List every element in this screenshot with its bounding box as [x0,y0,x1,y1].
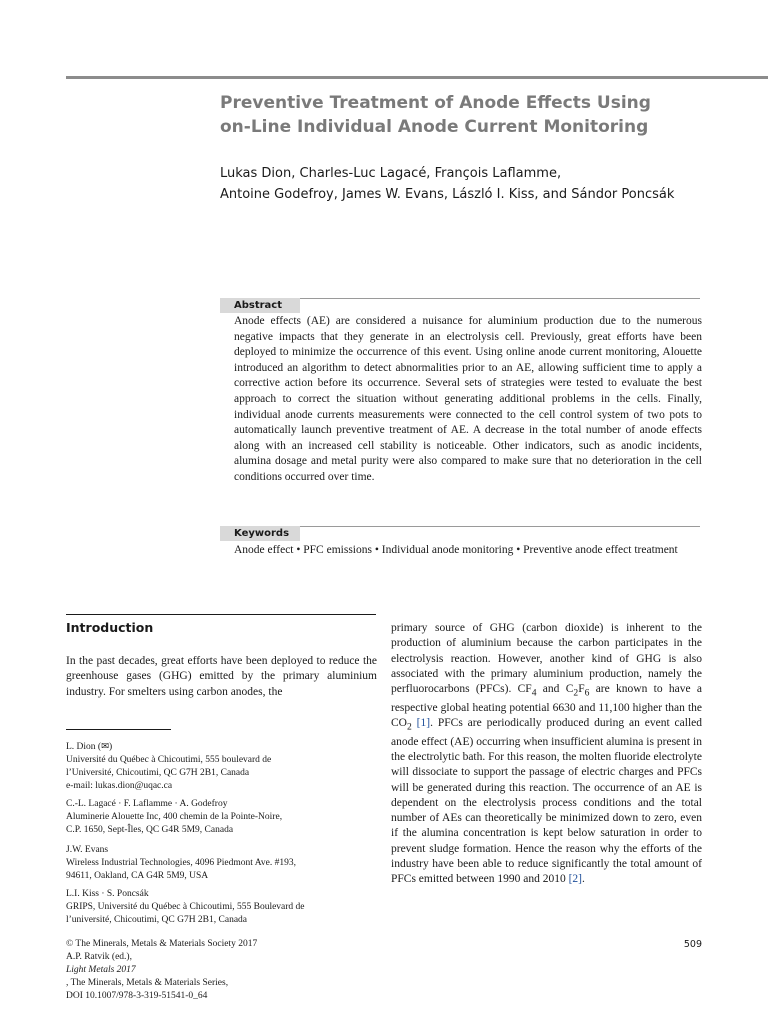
paper-title [220,91,740,139]
intro-text-segment: are known to have a respective global heating potential 6630 and 11,100 higher than the CO [391,683,703,730]
intro-text-segment: F [578,683,585,696]
affiliation-line: C.P. 1650, Sept-Îles, QC G4R 5M9, Canada [66,825,234,835]
page-footer [66,938,526,1003]
affiliation-line: Université du Québec à Chicoutimi, 555 boulevard de [66,755,272,765]
header-rule [66,76,768,79]
affiliation-line: l’université, Chicoutimi, QC G7H 2B1, Canada [66,915,248,925]
affiliation-block [66,888,366,927]
affiliation-block [66,741,366,793]
subscript: 6 [584,687,590,699]
affiliation-line: Wireless Industrial Technologies, 4096 Piedmont Ave. #193, [66,858,296,868]
affiliation-name: C.-L. Lagacé · F. Laflamme · A. Godefroy [66,799,228,809]
copyright-line: © The Minerals, Metals & Materials Society 2017 [66,939,258,949]
intro-text-segment: and C [536,683,574,696]
affiliation-line: Aluminerie Alouette Inc, 400 chemin de la Pointe-Noire, [66,812,283,822]
paper-title-line: Preventive Treatment of Anode Effects Using [220,93,651,113]
subscript: 2 [406,721,412,733]
introduction-rule [66,614,376,615]
author-line: Antoine Godefroy, James W. Evans, László I. Kiss, and Sándor Poncsák [220,187,675,202]
affiliation-line: 94611, Oakland, CA G4R 5M9, USA [66,871,209,881]
subscript: 2 [573,687,579,699]
citation-series: , The Minerals, Metals & Materials Series, [66,978,229,988]
affiliation-name: L. Dion (✉) [66,742,113,752]
author-list [220,163,740,205]
affiliation-name: J.W. Evans [66,845,109,855]
subscript: 4 [531,687,537,699]
keywords-text: Anode effect • PFC emissions • Individual anode monitoring • Preventive anode effect treatment [234,544,678,556]
doi-line: DOI 10.1007/978-3-319-51541-0_64 [66,991,208,1001]
citation-editor: A.P. Ratvik (ed.), [66,952,132,962]
book-title: Light Metals 2017 [66,965,136,975]
affiliation-line: GRIPS, Université du Québec à Chicoutimi, 555 Boulevard de [66,902,305,912]
citation-link-2[interactable]: [2] [568,873,583,886]
page-number: 509 [683,939,702,950]
footnote-rule [66,729,171,730]
author-line: Lukas Dion, Charles-Luc Lagacé, François Laflamme, [220,166,562,181]
affiliation-name: L.I. Kiss · S. Poncsák [66,889,149,899]
introduction-left-text: In the past decades, great efforts have been deployed to reduce the greenhouse gases (GHG) emitted by the primary aluminium industry. For smelters using carbon anodes, the [66,655,377,698]
paper-title-line: on-Line Individual Anode Current Monitoring [220,117,649,137]
intro-text-segment: . [582,873,585,886]
affiliation-email: e-mail: lukas.dion@uqac.ca [66,781,173,791]
affiliation-block [66,798,366,837]
introduction-heading: Introduction [66,620,154,635]
citation-line [66,951,526,990]
citation-link-1[interactable]: [1] [416,717,431,730]
abstract-label: Abstract [220,298,300,313]
keywords-label: Keywords [220,526,300,541]
intro-text-segment: primary source of GHG (carbon dioxide) is inherent to the production of aluminium because the carbon participates in the electrolysis reaction. However, another kind of GHG is also associated with the primary aluminium production, namely the perfluorocarbons (PFCs). CF [391,622,702,696]
introduction-right-text [391,621,702,888]
intro-text-segment: . PFCs are periodically produced during an event called anode effect (AE) occurring when insufficient alumina is present in the electrolytic bath. For this reason, the molten fluoride electrolyte will dissociate to support the passage of electric charges and PFCs will be generated during this reaction. The occurrence of an AE is dependent on the electrolysis process conditions and the total number of AEs can theoretically be minimized down to zero, even if the alumina concentration is kept below saturation in order to prevent sludge formation. Hence the reason why the efforts of the industry have been able to reduce significantly the total amount of PFCs emitted between 1990 and 2010 [391,717,703,886]
affiliation-block [66,844,366,883]
abstract-text: Anode effects (AE) are considered a nuisance for aluminium production due to the numerous negative impacts that they generate in an electrolysis cell. Previously, great efforts have been deployed to minimize the occurrence of this event. Using online anode current monitoring, Alouette introduced an algorithm to detect abnormalities prior to an AE, allowing sufficient time to apply a corrective action before its occurrence. Several sets of strategies were tested to evaluate the best approach to correct the situation without generating additional problems in the cells. Finally, individual anode currents measurements were connected to the cell control system of two pots to automatically launch preventive treatment of AE. A decrease in the total number of anode effects along with an increased cell stability is noticeable. Other indicators, such as anodic incidents, alumina dosage and metal purity were also compared to make sure that no deterioration in the cell conditions occurred over time. [234,315,702,483]
affiliation-line: l’Université, Chicoutimi, QC G7H 2B1, Canada [66,768,250,778]
